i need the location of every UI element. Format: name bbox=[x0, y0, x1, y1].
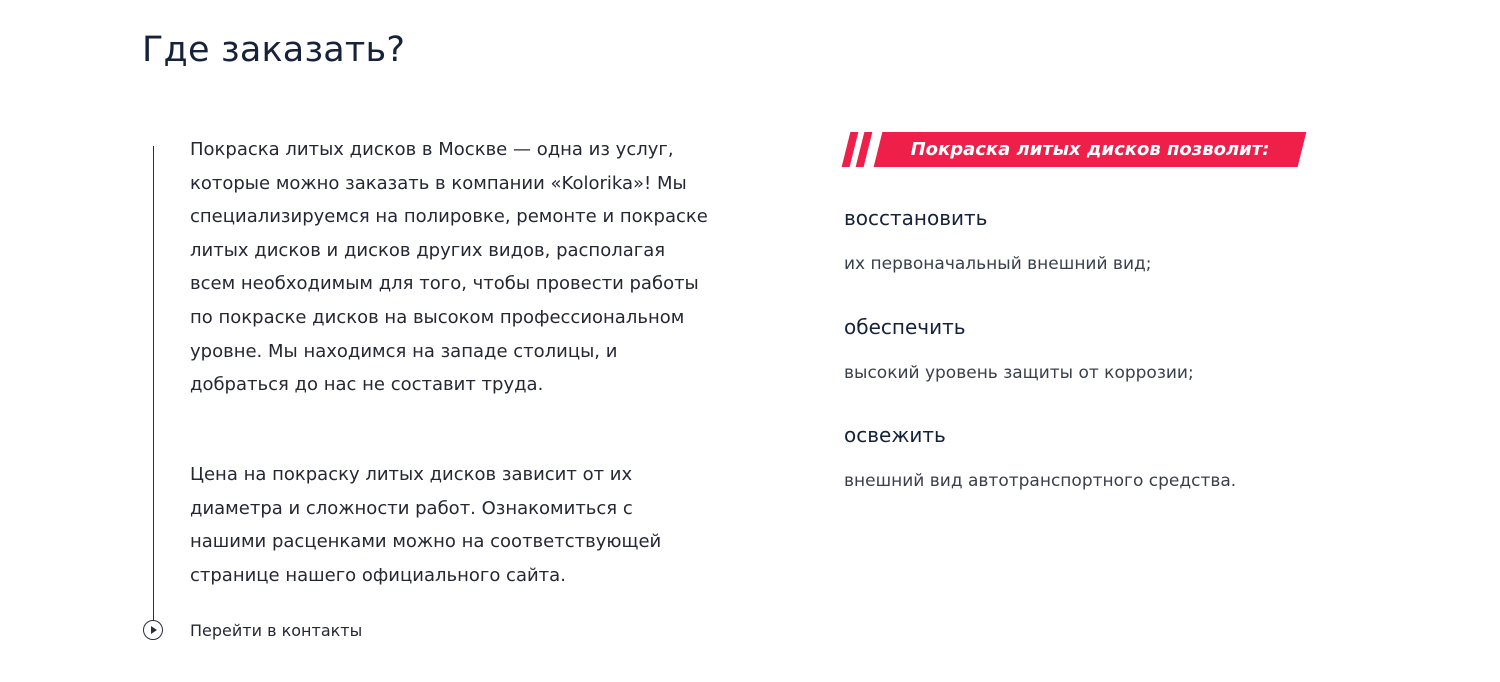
description-paragraph: Покраска литых дисков в Москве — одна из услуг, которые можно заказать в компании «Kolorika»! Мы специализируемся на полировке, ремонте и покраске литых дисков и дисков других видов, располагая всем необходимым для того, чтобы провести работы по покраске дисков на высоком профессиональном уровне. Мы находимся на западе столицы, и добраться до нас не составит труда. bbox=[190, 139, 708, 396]
benefit-description: их первоначальный внешний вид; bbox=[844, 254, 1152, 274]
benefit-item bbox=[844, 313, 1194, 385]
benefit-description: внешний вид автотранспортного средства. bbox=[844, 471, 1237, 491]
description-section bbox=[142, 130, 722, 650]
benefits-section bbox=[840, 132, 1360, 491]
benefits-banner bbox=[840, 132, 1310, 167]
page-title: Где заказать? bbox=[142, 30, 406, 70]
banner-stripe bbox=[856, 132, 873, 167]
price-paragraph: Цена на покраску литых дисков зависит от их диаметра и сложности работ. Ознакомиться с нашими расценками можно на соответствующей странице нашего официального сайта. bbox=[190, 464, 662, 586]
benefit-item bbox=[844, 204, 1151, 276]
benefit-title: обеспечить bbox=[844, 315, 966, 339]
contacts-link[interactable] bbox=[142, 620, 362, 640]
contacts-link-label: Перейти в контакты bbox=[190, 620, 363, 640]
benefit-item bbox=[844, 421, 1236, 493]
benefit-description: высокий уровень защиты от коррозии; bbox=[844, 363, 1194, 383]
timeline-divider bbox=[153, 146, 154, 622]
benefit-title: восстановить bbox=[844, 206, 988, 230]
benefit-title: освежить bbox=[844, 423, 946, 447]
play-circle-icon bbox=[143, 620, 163, 640]
banner-label: Покраска литых дисков позволит: bbox=[910, 139, 1270, 160]
